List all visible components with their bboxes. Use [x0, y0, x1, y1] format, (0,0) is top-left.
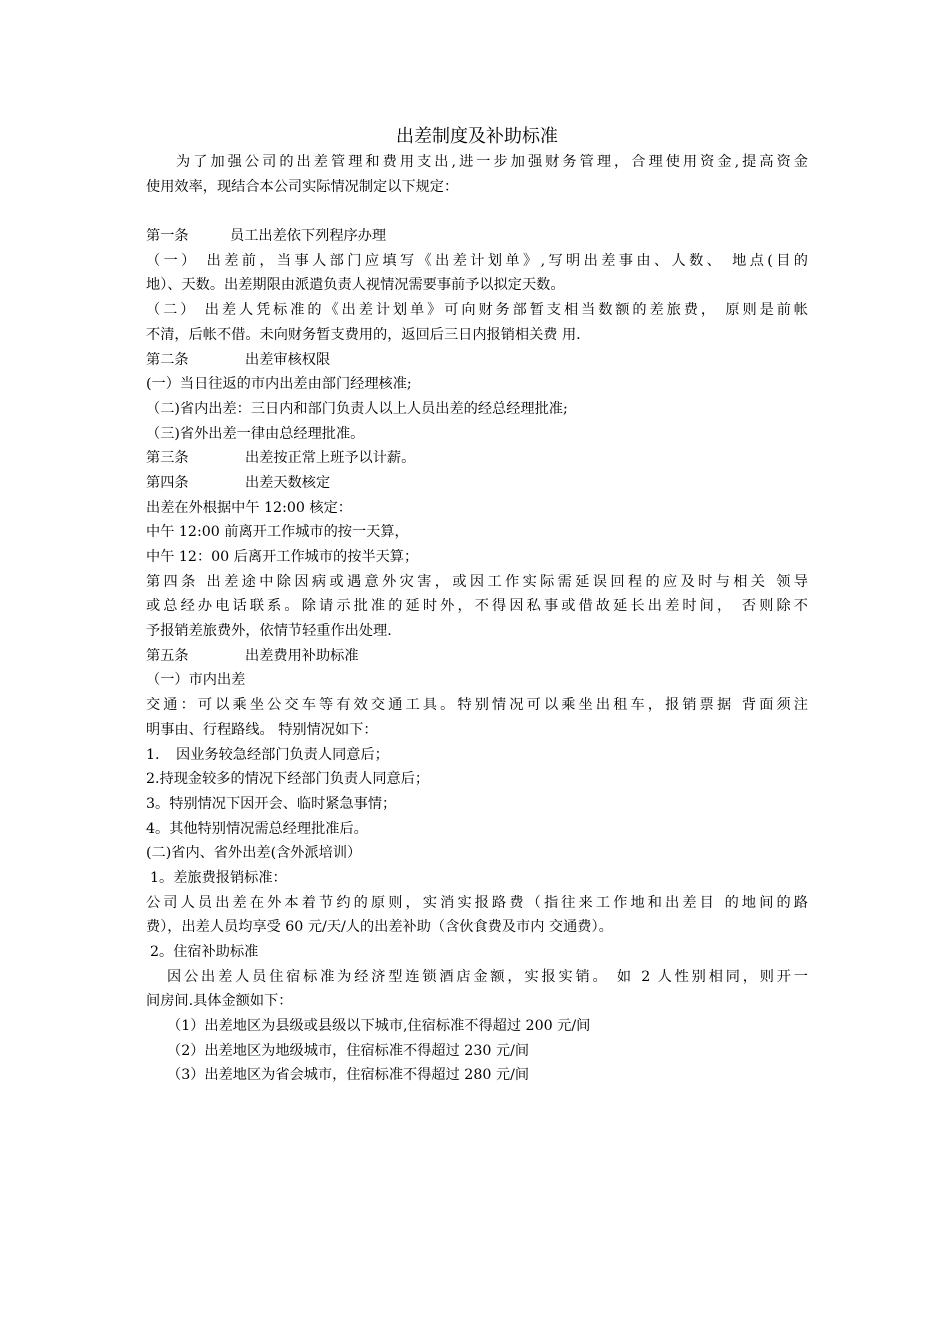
article-2-item-3: （三)省外出差一律由总经理批准。	[146, 425, 365, 442]
travel-expense-line-1: 公司人员出差在外本着节约的原则，实消实报路费（指往来工作地和出差目 的地间的路	[146, 894, 808, 911]
article-2-item-2: （二)省内出差：三日内和部门负责人以上人员出差的经总经理批准;	[146, 400, 568, 417]
lodging-heading: 2。住宿补助标准	[150, 944, 259, 960]
transport-line-2: 明事由、行程路线。 特别情况如下：	[146, 721, 378, 738]
special-case-2: 2.持现金较多的情况下经部门负责人同意后；	[146, 771, 430, 788]
article-4-line-1: 出差在外根据中午 12:00 核定：	[146, 499, 352, 516]
intro-line-1: 为了加强公司的出差管理和费用支出,进一步加强财务管理，合理使用资金,提高资金	[176, 154, 808, 170]
article-3-heading	[146, 446, 808, 471]
document-page	[146, 124, 808, 1088]
article-1-item-2-line-1: （二） 出差人凭标准的《出差计划单》可向财务部暂支相当数额的差旅费， 原则是前帐	[146, 302, 808, 319]
special-case-1	[146, 743, 808, 768]
article-4-line-2: 中午 12:00 前离开工作城市的按一天算，	[146, 524, 409, 541]
article-4-line-3: 中午 12：00 后离开工作城市的按半天算；	[146, 549, 419, 565]
article-1-item-1-line-1: （一） 出差前，当事人部门应填写《出差计划单》,写明出差事由、人数、 地点(目的	[146, 252, 808, 269]
travel-expense-line-2: 费），出差人员均享受 60 元/天/人的出差补助（含伙食费及市内 交通费）。	[146, 919, 613, 936]
article-5-section-1: （一）市内出差	[146, 672, 246, 689]
article-4-title: 出差天数核定	[245, 474, 331, 491]
article-2-item-1: (一）当日往返的市内出差由部门经理核准;	[146, 376, 412, 393]
article-5-heading	[146, 644, 808, 669]
article-2-heading	[146, 348, 808, 373]
lodging-rate-1: （1）出差地区为县级或县级以下城市,住宿标准不得超过 200 元/间	[167, 1018, 591, 1035]
article-1-item-1-line-2: 地）、天数。出差期限由派遣负责人视情况需要事前予以拟定天数。	[146, 277, 565, 294]
special-case-1-number: 1.	[146, 746, 160, 763]
article-5-section-2: (二)省内、省外出差(含外派培训）	[146, 845, 362, 862]
lodging-line-1: 因公出差人员住宿标准为经济型连锁酒店金额，实报实销。 如 2 人性别相同，则开一	[167, 968, 808, 985]
article-2-title: 出差审核权限	[245, 351, 331, 368]
article-4b-line-1: 第四条 出差途中除因病或遇意外灾害，或因工作实际需延误回程的应及时与相关 领导	[146, 573, 808, 590]
article-4b-line-2: 或总经办电话联系。除请示批准的延时外，不得因私事或借故延长出差时间， 否则除不	[146, 598, 808, 615]
article-2-number: 第二条	[146, 351, 189, 368]
travel-expense-heading: 1。差旅费报销标准：	[150, 869, 287, 886]
article-4-number: 第四条	[146, 474, 189, 491]
article-1-item-2-line-2: 不清，后帐不借。未向财务暂支费用的，返回后三日内报销相关费 用.	[146, 326, 581, 343]
article-3-text: 出差按正常上班予以计薪。	[245, 450, 416, 467]
article-1-number: 第一条	[146, 228, 189, 245]
article-5-title: 出差费用补助标准	[245, 647, 359, 664]
lodging-rate-3: （3）出差地区为省会城市，住宿标准不得超过 280 元/间	[167, 1067, 530, 1084]
article-3-number: 第三条	[146, 450, 189, 467]
special-case-1-text: 因业务较急经部门负责人同意后；	[176, 746, 389, 763]
document-title: 出差制度及补助标准	[396, 126, 558, 147]
article-1-title: 员工出差依下列程序办理	[230, 228, 387, 245]
transport-line-1: 交通：可以乘坐公交车等有效交通工具。特别情况可以乘坐出租车，报销票据 背面须注	[146, 697, 808, 714]
special-case-3: 3。特别情况下因开会、临时紧急事情；	[146, 795, 397, 812]
intro-line-2: 使用效率，现结合本公司实际情况制定以下规定：	[146, 178, 459, 195]
lodging-rate-2: （2）出差地区为地级城市，住宿标准不得超过 230 元/间	[167, 1042, 530, 1059]
article-5-number: 第五条	[146, 647, 189, 664]
article-4b-line-3: 予报销差旅费外，依情节轻重作出处理.	[146, 623, 392, 640]
blank-gap	[146, 199, 808, 224]
lodging-line-2: 间房间.具体金额如下：	[146, 993, 293, 1010]
article-4-heading	[146, 471, 808, 496]
special-case-4: 4。其他特别情况需总经理批准后。	[146, 820, 368, 837]
article-1-heading	[146, 224, 808, 249]
